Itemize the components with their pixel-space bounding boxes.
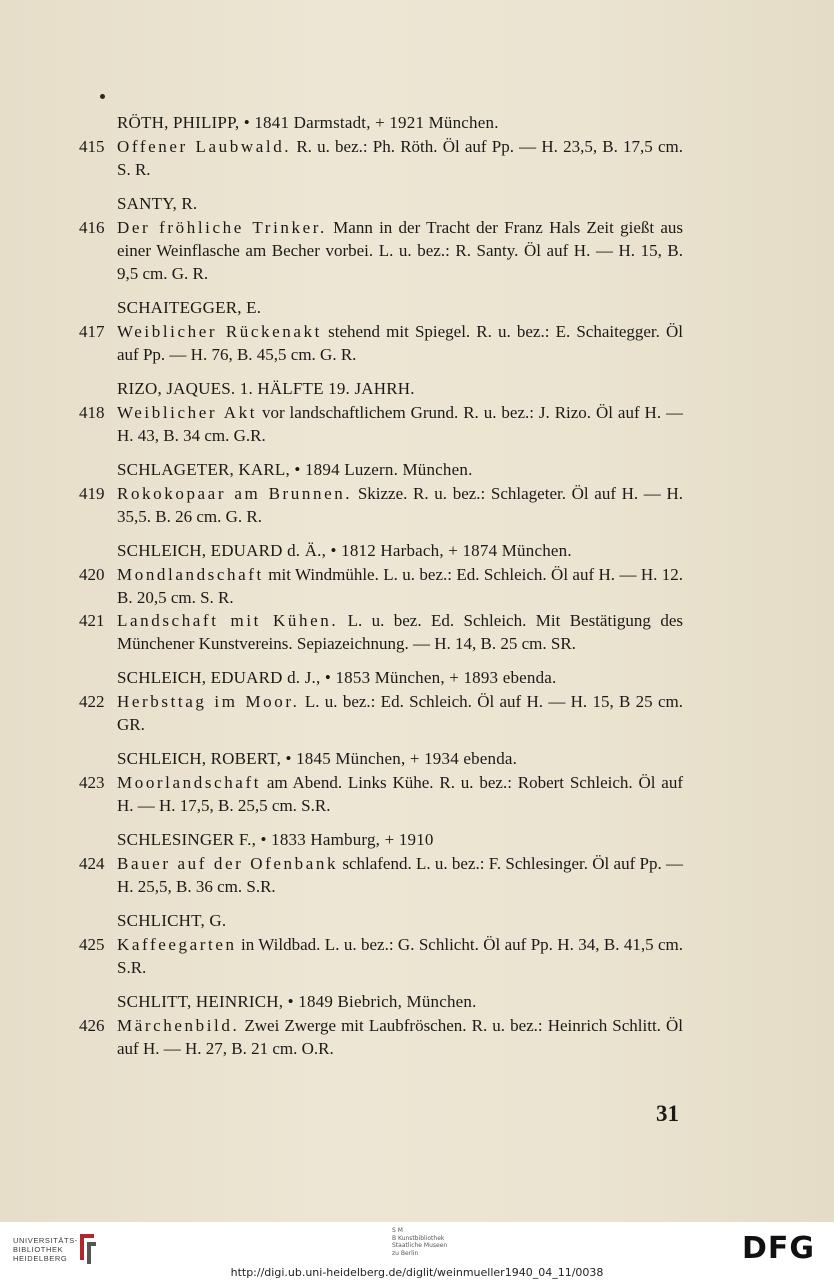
viewer-footer [0,1222,834,1280]
ink-dot [100,94,105,99]
lot-item [0,609,834,655]
artwork-details: schlafend. L. u. bez.: F. Schlesinger. Öl auf Pp. — H. 25,5, B. 36 cm. S.R. [117,854,684,896]
lot-description [117,852,683,898]
artist-heading: RÖTH, PHILIPP, • 1841 Darmstadt, + 1921 München. [117,113,499,132]
artist-heading: SCHLESINGER F., • 1833 Hamburg, + 1910 [117,830,434,849]
artwork-title: Weiblicher Rückenakt [117,322,322,341]
lot-number: 426 [79,1016,105,1035]
stamp-line: B Kunstbibliothek [392,1234,445,1242]
artwork-details: L. u. bez. Ed. Schleich. Mit Bestätigung des Münchener Kunstvereins. Sepiazeichnung. — H. 14, B. 25 cm. SR. [117,611,683,653]
artist-heading: RIZO, JAQUES. 1. HÄLFTE 19. JAHRH. [117,379,415,398]
lot-item [0,401,834,447]
lot-number: 419 [79,484,105,503]
catalog-entry [0,827,834,898]
catalog-entry [0,376,834,447]
university-line: BIBLIOTHEK [13,1245,64,1254]
lot-description [117,135,683,181]
artist-heading: SCHLAGETER, KARL, • 1894 Luzern. München. [117,460,473,479]
lot-item [0,135,834,181]
stamp-line: Staatliche Museen [392,1242,448,1249]
artwork-details: L. u. bez.: Ed. Schleich. Öl auf H. — H. 15, B 25 cm. GR. [117,692,683,734]
lot-description [117,320,683,366]
artwork-title: Der fröhliche Trinker. [117,218,327,237]
artwork-title: Bauer auf der Ofenbank [117,854,339,873]
catalog-list [0,110,834,1070]
lot-item [0,690,834,736]
artwork-title: Rokokopaar am Brunnen. [117,484,353,503]
lot-number: 416 [79,218,105,237]
artwork-details: R. u. bez.: Ph. Röth. Öl auf Pp. — H. 23,5, B. 17,5 cm. S. R. [117,137,683,179]
lot-number: 424 [79,854,105,873]
lot-description [117,401,683,447]
lot-description [117,482,683,528]
artwork-details: in Wildbad. L. u. bez.: G. Schlicht. Öl auf Pp. H. 34, B. 41,5 cm. S.R. [117,935,683,977]
artwork-details: mit Windmühle. L. u. bez.: Ed. Schleich. Öl auf H. — H. 12. B. 20,5 cm. S. R. [117,565,683,607]
lot-description [117,690,683,736]
lot-number: 425 [79,935,105,954]
artist-heading: SCHAITEGGER, E. [117,298,262,317]
artwork-details: Skizze. R. u. bez.: Schlageter. Öl auf H. — H. 35,5. B. 26 cm. G. R. [117,484,683,526]
artwork-details: Mann in der Tracht der Franz Hals Zeit gießt aus einer Weinflasche am Becher vorbei. L. u. bez.: R. Santy. Öl auf H. — H. 15, B. 9,5 cm. G. R. [117,218,683,283]
artwork-title: Herbsttag im Moor. [117,692,300,711]
lot-item [0,482,834,528]
artist-heading: SCHLICHT, G. [117,911,227,930]
lot-number: 417 [79,322,105,341]
catalog-entry [0,665,834,736]
lot-description [117,563,683,609]
lot-item [0,320,834,366]
lot-number: 415 [79,137,105,156]
catalog-entry [0,191,834,285]
catalog-entry [0,538,834,655]
lot-description [117,933,683,979]
catalog-entry [0,908,834,979]
university-library-label [13,1236,78,1263]
university-line: HEIDELBERG [13,1254,68,1263]
lot-number: 420 [79,565,105,584]
stamp-line: S M [392,1227,403,1234]
catalog-entry [0,110,834,181]
artwork-details: Zwei Zwerge mit Laubfröschen. R. u. bez.: Heinrich Schlitt. Öl auf H. — H. 27, B. 21 cm. O.R. [117,1016,683,1058]
lot-description [117,1014,683,1060]
lot-number: 422 [79,692,105,711]
lot-item [0,563,834,609]
artist-heading: SCHLEICH, ROBERT, • 1845 München, + 1934 ebenda. [117,749,518,768]
stamp-line: zu Berlin [392,1249,419,1257]
artwork-title: Mondlandschaft [117,565,264,584]
artwork-details: stehend mit Spiegel. R. u. bez.: E. Schaitegger. Öl auf Pp. — H. 76, B. 45,5 cm. G. R. [117,322,684,364]
lot-item [0,771,834,817]
lot-number: 418 [79,403,105,422]
catalog-entry [0,295,834,366]
artist-heading: SCHLEICH, EDUARD d. J., • 1853 München, + 1893 ebenda. [117,668,557,687]
artwork-title: Weiblicher Akt [117,403,258,422]
catalog-entry [0,457,834,528]
lot-description [117,771,683,817]
lot-item [0,1014,834,1060]
artwork-title: Landschaft mit Kühen. [117,611,339,630]
lot-item [0,852,834,898]
lot-number: 423 [79,773,105,792]
catalog-entry [0,989,834,1060]
artist-heading: SCHLITT, HEINRICH, • 1849 Biebrich, München. [117,992,477,1011]
artist-heading: SCHLEICH, EDUARD d. Ä., • 1812 Harbach, + 1874 München. [117,541,572,560]
library-stamp [392,1227,447,1257]
catalog-entry [0,746,834,817]
lot-item [0,933,834,979]
artwork-title: Kaffeegarten [117,935,237,954]
lot-description [117,216,683,285]
lot-number: 421 [79,611,105,630]
lot-item [0,216,834,285]
artwork-details: am Abend. Links Kühe. R. u. bez.: Robert Schleich. Öl auf H. — H. 17,5, B. 25,5 cm. S.R. [117,773,683,815]
artwork-title: Offener Laubwald. [117,137,292,156]
artist-heading: SANTY, R. [117,194,198,213]
lot-description [117,609,683,655]
page-url-link[interactable]: http://digi.ub.uni-heidelberg.de/diglit/weinmueller1940_04_11/0038 [230,1266,604,1279]
university-logo-icon [76,1230,100,1266]
page-number: 31 [656,1101,679,1126]
artwork-title: Moorlandschaft [117,773,262,792]
dfg-logo: DFG [742,1231,816,1266]
artwork-title: Märchenbild. [117,1016,240,1035]
artwork-details: vor landschaftlichem Grund. R. u. bez.: J. Rizo. Öl auf H. — H. 43, B. 34 cm. G.R. [117,403,683,445]
university-line: UNIVERSITÄTS- [13,1236,78,1245]
